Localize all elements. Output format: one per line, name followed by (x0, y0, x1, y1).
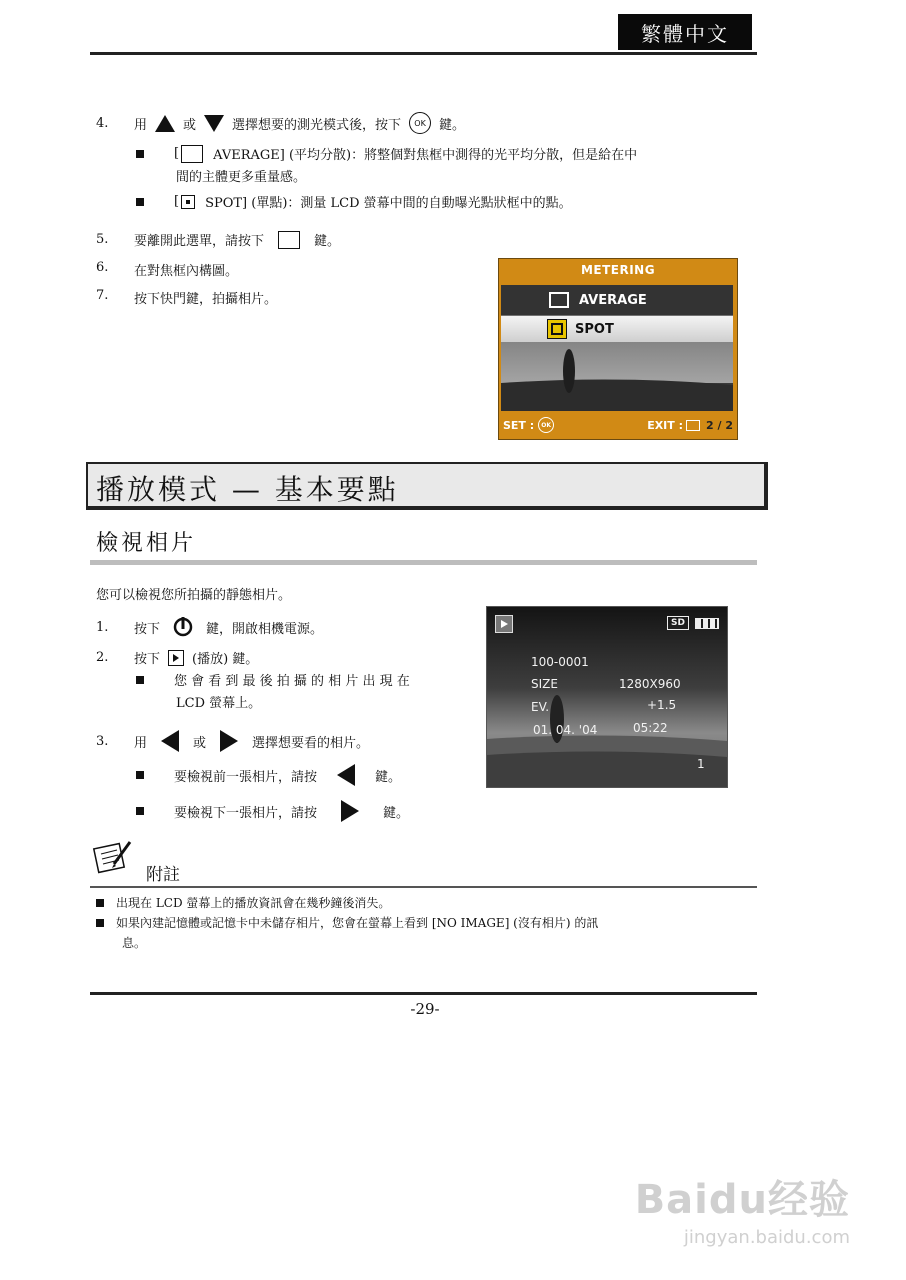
step-2 (96, 648, 258, 667)
bullet-average (136, 144, 637, 163)
left-arrow-icon (337, 764, 355, 786)
note-title: 附註 (146, 865, 180, 885)
bullet-average-cont: 間的主體更多重量感。 (176, 170, 307, 185)
bullet-spot (136, 192, 572, 211)
intro-text: 您可以檢視您所拍攝的靜態相片。 (96, 588, 292, 603)
step-text: 按下 (134, 621, 161, 637)
subsection-rule (90, 560, 757, 565)
step-3 (96, 730, 369, 752)
bullet-text: 鍵。 (383, 805, 410, 821)
bullet-text: 您 會 看 到 最 後 拍 攝 的 相 片 出 現 在 (174, 674, 410, 689)
right-arrow-icon (220, 730, 238, 752)
note-item-1 (96, 894, 390, 911)
ok-button-icon: OK (409, 112, 431, 134)
bullet-text: 要檢視前一張相片，請按 (174, 769, 318, 785)
step-number: 5. (96, 232, 109, 247)
power-icon (172, 616, 194, 638)
step-1 (96, 616, 323, 638)
capture-date: 01. 04. '04 (533, 723, 598, 737)
step-text: 或 (193, 735, 207, 751)
bullet-icon (96, 899, 104, 907)
sd-card-icon: SD (667, 616, 689, 630)
step-text: 要離開此選單，請按下 (134, 234, 265, 249)
menu-button-icon (278, 231, 300, 249)
step-text: 選擇想要看的相片。 (252, 735, 370, 751)
bullet-previous (136, 764, 401, 786)
step-number: 7. (96, 288, 109, 303)
bullet-next (136, 800, 409, 822)
step-text: 鍵，開啟相機電源。 (206, 621, 324, 637)
capture-time: 05:22 (633, 721, 668, 735)
step-text: 鍵。 (439, 117, 466, 133)
step-text: 用 (134, 117, 148, 133)
average-metering-icon (181, 145, 203, 163)
option-average-label: AVERAGE (579, 292, 647, 308)
size-value: 1280X960 (619, 677, 681, 691)
menu-icon (686, 420, 700, 431)
bullet-text: 鍵。 (375, 769, 402, 785)
note-item-2-cont: 息。 (122, 936, 147, 950)
play-icon (168, 650, 184, 666)
ev-value: +1.5 (647, 698, 677, 712)
bullet-icon (136, 150, 144, 158)
average-metering-icon (549, 292, 569, 308)
step-text: 按下 (134, 652, 161, 667)
bullet-text: AVERAGE] (平均分散)：將整個對焦框中測得的光平均分散，但是給在中 (213, 148, 638, 163)
step-4 (96, 112, 465, 134)
frame-count: 1 (697, 757, 705, 771)
subsection-title: 檢視相片 (96, 531, 197, 556)
ev-label: EV. (531, 700, 550, 714)
landscape-image (487, 607, 727, 787)
left-arrow-icon (161, 730, 179, 752)
note-text: 出現在 LCD 螢幕上的播放資訊會在幾秒鐘後消失。 (116, 896, 391, 910)
option-spot-label: SPOT (575, 321, 614, 337)
step-number: 1. (96, 619, 109, 635)
bullet-last-photo (136, 670, 410, 689)
file-number: 100-0001 (531, 655, 589, 669)
watermark-url: jingyan.baidu.com (683, 1227, 850, 1248)
note-rule (90, 886, 757, 888)
option-spot[interactable] (501, 316, 733, 342)
play-mode-icon (495, 615, 513, 633)
bullet-icon (136, 198, 144, 206)
note-item-2 (96, 914, 598, 931)
bullet-icon (136, 807, 144, 815)
step-number: 6. (96, 260, 109, 275)
spot-metering-icon (547, 319, 567, 339)
spot-metering-icon (181, 195, 195, 209)
bullet-last-photo-cont: LCD 螢幕上。 (176, 696, 262, 711)
step-6 (96, 260, 238, 279)
down-arrow-icon (204, 115, 224, 132)
step-text: 在對焦框內構圖。 (134, 264, 239, 279)
footer-rule (90, 992, 757, 995)
ok-icon: OK (538, 417, 554, 433)
bullet-prefix: [ (174, 194, 180, 209)
up-arrow-icon (155, 115, 175, 132)
bullet-text: SPOT] (單點)：測量 LCD 螢幕中間的自動曝光點狀框中的點。 (205, 196, 572, 211)
metering-lcd-screenshot (498, 258, 738, 440)
metering-footer (499, 413, 737, 437)
set-label: SET : (503, 418, 535, 432)
step-text: 選擇想要的測光模式後，按下 (232, 117, 402, 133)
note-pad-icon (92, 840, 132, 874)
battery-icon (695, 618, 719, 629)
page-indicator: 2 / 2 (706, 418, 733, 432)
step-5 (96, 230, 340, 249)
language-tab: 繁體中文 (618, 14, 752, 50)
note-text: 如果內建記憶體或記憶卡中未儲存相片，您會在螢幕上看到 [NO IMAGE] (沒有相片) 的訊 (116, 916, 599, 930)
step-text: 鍵。 (314, 234, 341, 249)
right-arrow-icon (341, 800, 359, 822)
bullet-text: 要檢視下一張相片，請按 (174, 805, 318, 821)
bullet-icon (96, 919, 104, 927)
step-text: 或 (183, 117, 197, 133)
bullet-icon (136, 676, 144, 684)
step-text: 用 (134, 735, 148, 751)
step-text: (播放) 鍵。 (192, 652, 259, 667)
size-label: SIZE (531, 677, 558, 691)
step-number: 4. (96, 115, 109, 131)
step-7 (96, 288, 277, 307)
option-average[interactable] (501, 285, 733, 315)
metering-title: METERING (580, 263, 656, 277)
watermark-brand: Baidu经验 (634, 1177, 850, 1223)
exit-label: EXIT : (647, 418, 684, 432)
section-title: 播放模式 — 基本要點 (96, 473, 399, 506)
lcd-landscape (501, 285, 733, 411)
watermark (635, 1168, 850, 1248)
page-number: -29- (410, 1000, 440, 1018)
step-text: 按下快門鍵，拍攝相片。 (134, 292, 278, 307)
header-rule (90, 52, 757, 55)
playback-lcd-screenshot (486, 606, 728, 788)
bullet-prefix: [ (174, 146, 180, 161)
step-number: 2. (96, 650, 109, 665)
bullet-icon (136, 771, 144, 779)
step-number: 3. (96, 733, 109, 749)
